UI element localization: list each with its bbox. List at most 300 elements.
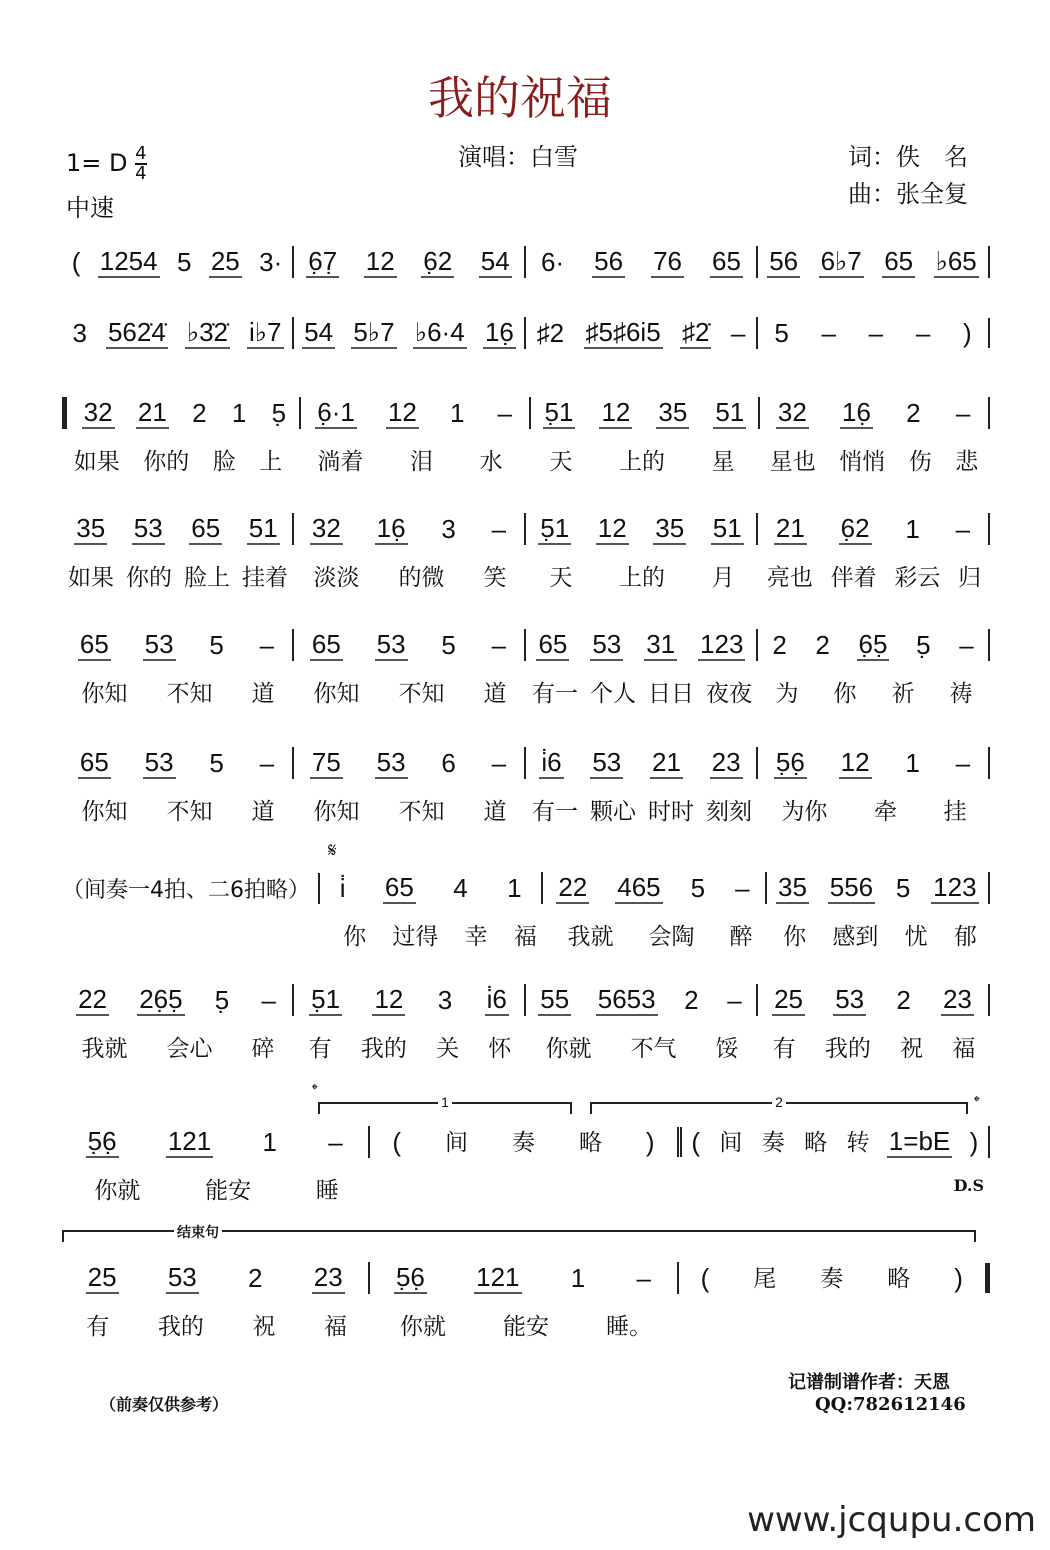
lyric: 颗心 [590, 798, 636, 825]
measure [758, 318, 990, 348]
note-group: 56 [594, 246, 624, 276]
lyrics-measure [294, 1030, 526, 1063]
note-group: 略 [887, 1265, 911, 1291]
note-group: ♭6·4 [414, 317, 465, 347]
lyric: 挂着 [242, 564, 288, 591]
lyric: 会心 [166, 1035, 213, 1062]
note-group: 12 [365, 246, 395, 276]
measure [320, 872, 543, 904]
note-group: 6̣·1 [317, 397, 355, 427]
tempo: 中速 [66, 194, 114, 222]
measure [758, 984, 990, 1016]
lyric: 醉 [729, 923, 753, 950]
measure [294, 984, 526, 1016]
note-group: 21 [652, 747, 681, 777]
note-group: 6̣2 [423, 246, 453, 276]
note-group: 5 [209, 630, 224, 660]
score-line [62, 627, 990, 711]
measure [767, 872, 990, 904]
note-group: 32 [83, 397, 113, 427]
note-group: 5̣ [916, 630, 931, 660]
note-group: 65 [884, 246, 914, 276]
note-group: 53 [592, 629, 622, 659]
note-group: 65 [538, 629, 568, 659]
lyric: 忧 [904, 923, 928, 950]
measure [294, 246, 526, 278]
note-group: 1 [262, 1127, 277, 1157]
footer-qq: QQ:782612146 [815, 1394, 966, 1415]
note-group: 5̣1 [544, 397, 574, 427]
note-group: 5 [176, 247, 192, 277]
lyric: 有 [772, 1035, 796, 1062]
measure [294, 629, 526, 661]
lyrics-row [62, 914, 990, 954]
note-group: 略 [804, 1129, 828, 1155]
notes-row [62, 982, 990, 1018]
lyrics-row [62, 555, 990, 595]
note-group: 53 [167, 1262, 197, 1292]
lyrics-measure [770, 918, 990, 951]
note-group: 56 [769, 246, 799, 276]
note-group: – [261, 985, 276, 1015]
note-group: 12 [840, 747, 870, 777]
lyric: 星 [711, 448, 735, 475]
note-group: 2 [896, 985, 911, 1015]
note-group: 65 [384, 872, 414, 902]
lyrics-measure [62, 793, 294, 826]
lyric: 不知 [398, 680, 445, 707]
note-group: 22 [558, 872, 588, 902]
note-group: 2 [906, 398, 921, 428]
measure [62, 1126, 370, 1158]
note-group: 51 [715, 397, 745, 427]
coda-icon: 𝄌 [312, 1082, 318, 1099]
note-group: ( [71, 247, 81, 277]
lyrics-measure [294, 675, 526, 708]
notes-row [62, 870, 990, 906]
score-line [62, 1082, 990, 1208]
note-group: 5̣6̣ [395, 1262, 425, 1292]
lyrics-measure [330, 918, 550, 951]
lyric: 牵 [873, 798, 897, 825]
key-text: 1= D [66, 149, 128, 177]
lyric: 上的 [618, 564, 665, 591]
measure [526, 629, 758, 661]
lyric: 睡 [315, 1177, 339, 1204]
lyrics-measure [550, 918, 770, 951]
lyric: 天 [549, 448, 573, 475]
note-group: 54 [304, 317, 334, 347]
note-group: 21 [137, 397, 167, 427]
note-group: 121 [476, 1262, 520, 1292]
notes-row [62, 1260, 990, 1296]
note-group: 562̇4̇ [107, 317, 166, 347]
composer: 曲：张全复 [848, 180, 968, 208]
lyrics-measure [62, 443, 294, 476]
time-signature [135, 145, 146, 183]
lyric: 不气 [630, 1035, 677, 1062]
note-group: 略 [578, 1129, 602, 1155]
note-group: 23 [313, 1262, 343, 1292]
lyric: 不知 [166, 680, 213, 707]
lyric: 你的 [126, 564, 172, 591]
key-signature [66, 145, 147, 183]
note-group: – [959, 630, 974, 660]
lyric: 你知 [313, 680, 360, 707]
note-group: 奏 [820, 1265, 844, 1291]
measure [682, 1126, 990, 1158]
notes-row [62, 511, 990, 547]
note-group: 53 [144, 747, 174, 777]
lyric: 你知 [81, 798, 128, 825]
note-group: 2 [248, 1263, 263, 1293]
lyric: 有一 [532, 798, 578, 825]
note-group: 5 [774, 318, 789, 348]
note-group: 3 [441, 514, 456, 544]
note-group: i̇6 [541, 747, 562, 777]
lyric: 刻刻 [706, 798, 752, 825]
note-group: 32 [777, 397, 807, 427]
lyric: 能安 [502, 1313, 549, 1340]
note-group: 1 [570, 1263, 586, 1293]
note-group: 35 [655, 513, 685, 543]
lyric: 幸 [464, 923, 488, 950]
lyric: 道 [483, 680, 507, 707]
note-group: 25 [774, 984, 804, 1014]
lyrics-measure [758, 443, 990, 476]
lyric: 碎 [251, 1035, 275, 1062]
note-group: 5653 [597, 984, 656, 1014]
singer: 演唱：白雪 [458, 143, 578, 171]
note-group: 35 [76, 513, 106, 543]
lyric: 有 [86, 1313, 110, 1340]
lyric: 我的 [824, 1035, 871, 1062]
measure [294, 513, 526, 545]
note-group: 6̣7̣ [308, 246, 338, 276]
notes-row [62, 315, 990, 351]
lyric: 淌着 [317, 448, 364, 475]
note-group: 4 [453, 873, 468, 903]
note-group: 22 [78, 984, 108, 1014]
ending-bracket [62, 1225, 976, 1242]
note-group: 5̣6̣ [775, 747, 805, 777]
note-group: 1=bE [888, 1126, 951, 1156]
note-group: 21 [775, 513, 805, 543]
measure [526, 317, 758, 349]
measure [758, 513, 990, 545]
lyric: 的微 [398, 564, 445, 591]
note-group: 1 [449, 398, 465, 428]
note-group: – [955, 514, 971, 544]
lyrics-row [62, 439, 990, 479]
score-line [62, 982, 990, 1066]
lyric: 我的 [157, 1313, 204, 1340]
note-group: 65 [191, 513, 221, 543]
note-group: 间 [719, 1129, 743, 1155]
song-title: 我的祝福 [428, 71, 612, 125]
lyric: 个人 [590, 680, 636, 707]
note-group: 35 [778, 872, 807, 902]
note-group: 123 [933, 872, 977, 902]
lyrics-measure [62, 1172, 371, 1205]
note-group: ♯2 [536, 318, 565, 348]
note-group: ) [645, 1127, 655, 1157]
note-group: 51 [248, 513, 278, 543]
note-group: – [730, 318, 746, 348]
lyric: 上的 [618, 448, 665, 475]
note-group: 53 [376, 629, 406, 659]
lyrics-row [62, 789, 990, 829]
note-group: – [727, 985, 742, 1015]
note-group: 5♭7 [353, 317, 395, 347]
lyric: 我就 [81, 1035, 128, 1062]
measure [543, 872, 766, 904]
watermark-url: www.jcqupu.com [747, 1500, 1036, 1540]
lyric: 伤 [908, 448, 932, 475]
lyric: 有一 [532, 680, 578, 707]
lyric: 祈 [891, 680, 915, 707]
note-group: 6· [541, 247, 565, 277]
note-group: – [328, 1127, 343, 1157]
lyrics-row [62, 1304, 990, 1344]
note-group: 556 [829, 872, 874, 902]
note-group: – [497, 398, 512, 428]
note-group: 6̣5̣ [858, 629, 888, 659]
measure [526, 984, 758, 1016]
note-group: 12 [374, 984, 404, 1014]
volta-number: 1 [438, 1094, 452, 1110]
note-group: ♯2̇ [682, 317, 710, 347]
note-group: – [491, 630, 507, 660]
footer-author: 记谱制谱作者：天恩 [788, 1372, 950, 1393]
note-group: ♯5♯6i5 [585, 317, 661, 347]
note-group: 1 [905, 514, 920, 544]
note-group: 65 [79, 629, 109, 659]
note-group: 5̣1 [540, 513, 570, 543]
lyricist: 词：佚 名 [848, 143, 968, 171]
note-group: – [491, 748, 507, 778]
notes-row [62, 244, 990, 280]
note-group: 2 [192, 398, 207, 428]
note-group: ( [691, 1127, 700, 1157]
note-group: 1 [231, 398, 247, 428]
note-group: 2 [772, 630, 787, 660]
footer-note: （前奏仅供参考） [100, 1395, 229, 1414]
lyric: 彩云 [894, 564, 941, 591]
note-group: i♭7 [249, 317, 282, 347]
note-group: 3· [259, 247, 283, 277]
lyric: 伴着 [830, 564, 877, 591]
note-group: – [735, 873, 750, 903]
lyric: 睡。 [606, 1313, 653, 1340]
lyric: 你 [343, 923, 367, 950]
note-group: 35 [658, 397, 688, 427]
note-group: ) [954, 1263, 963, 1293]
lyric: 如果 [73, 448, 120, 475]
note-group: 53 [144, 629, 174, 659]
lyric: 泪 [409, 448, 433, 475]
lyric: 祝 [252, 1313, 276, 1340]
lyric: 福 [952, 1035, 976, 1062]
note-group: 25 [210, 246, 240, 276]
note-group: – [955, 748, 971, 778]
score-line [62, 745, 990, 829]
note-group: 51 [712, 513, 742, 543]
note-group: 5̣ [214, 985, 230, 1015]
note-group: 5 [209, 748, 224, 778]
lyric: 月 [711, 564, 735, 591]
note-group: 65 [311, 629, 341, 659]
lyric: 亮也 [766, 564, 813, 591]
measure [294, 317, 526, 349]
lyric: 悲 [955, 448, 979, 475]
note-group: 25 [87, 1262, 117, 1292]
measure [301, 397, 531, 429]
note-group: 2 [684, 985, 699, 1015]
note-group: – [821, 318, 836, 348]
lyrics-row [62, 671, 990, 711]
note-group: 12 [597, 513, 627, 543]
note-group: 121 [167, 1126, 212, 1156]
note-group: 123 [700, 629, 744, 659]
notes-row [62, 395, 990, 431]
lyrics-measure [526, 1030, 758, 1063]
note-group: 16̣ [376, 513, 406, 543]
measure [62, 747, 294, 779]
note-group: ( [700, 1263, 710, 1293]
lyric: 我的 [360, 1035, 407, 1062]
note-group: ) [969, 1127, 979, 1157]
note-group: 32 [311, 513, 341, 543]
note-group: ( [392, 1127, 401, 1157]
note-group: 53 [592, 747, 622, 777]
lyric: 郁 [953, 923, 977, 950]
note-group: 31 [646, 629, 676, 659]
measure [758, 747, 990, 779]
note-group: 12 [387, 397, 417, 427]
lyrics-measure [371, 1308, 680, 1341]
note-group: 6̣2 [840, 513, 870, 543]
coda-icon: 𝄌 [974, 1094, 980, 1111]
lyrics-measure [758, 559, 990, 592]
note-group: 奏 [761, 1129, 785, 1155]
measure [679, 1263, 990, 1293]
note-group: – [259, 748, 275, 778]
interlude-label: （间奏一4拍、二6拍略） [62, 873, 320, 904]
notes-row [62, 627, 990, 663]
measure [62, 397, 301, 429]
lyric: 脸上 [184, 564, 230, 591]
lyric: 笑 [483, 564, 507, 591]
measure [62, 246, 294, 278]
note-group: 1254 [99, 246, 158, 276]
score-line [62, 244, 990, 280]
note-group: 53 [835, 984, 865, 1014]
lyric: 我就 [567, 923, 614, 950]
note-group: – [259, 630, 275, 660]
lyric: 日日 [648, 680, 694, 707]
score-line [62, 840, 990, 954]
note-group: 55 [540, 984, 570, 1014]
lyric: 有 [308, 1035, 332, 1062]
note-group: 75 [311, 747, 341, 777]
note-group: ) [962, 318, 972, 348]
measure [294, 747, 526, 779]
note-group: 5 [690, 873, 706, 903]
lyric: 能安 [205, 1177, 252, 1204]
lyric: 道 [483, 798, 507, 825]
lyrics-measure [62, 559, 294, 592]
measure [370, 1127, 681, 1157]
note-group: – [491, 514, 507, 544]
lyric: 你 [783, 923, 807, 950]
note-group: – [915, 318, 931, 348]
lyric: 怀 [488, 1035, 512, 1062]
note-group: 转 [846, 1129, 870, 1155]
lyrics-measure [526, 675, 758, 708]
measure [526, 513, 758, 545]
note-group: 26̣5̣ [139, 984, 183, 1014]
note-group: 3 [437, 985, 453, 1015]
note-group: 6 [441, 748, 456, 778]
notes-row [62, 745, 990, 781]
note-group: 53 [376, 747, 406, 777]
lyric: 祷 [949, 680, 973, 707]
lyric: 上 [259, 448, 283, 475]
lyric: 夜夜 [706, 680, 752, 707]
lyric: 会陶 [648, 923, 695, 950]
note-group: 23 [711, 747, 741, 777]
lyrics-measure [526, 559, 758, 592]
lyrics-measure [294, 793, 526, 826]
lyrics-measure [758, 793, 990, 826]
lyrics-measure [526, 793, 758, 826]
note-group: 76 [653, 246, 682, 276]
time-top: 4 [135, 143, 147, 164]
note-group: 尾 [753, 1265, 777, 1291]
lyric: 道 [251, 680, 275, 707]
lyric: 过得 [392, 923, 439, 950]
lyric: 时时 [648, 798, 694, 825]
lyric: 福 [513, 923, 537, 950]
lyrics-measure [62, 1030, 294, 1063]
lyric: 关 [436, 1035, 460, 1062]
lyric: 你就 [94, 1177, 141, 1204]
lyric: 如果 [68, 564, 114, 591]
lyric: 为你 [781, 798, 828, 825]
measure [62, 317, 294, 349]
lyric: 悄悄 [839, 448, 886, 475]
lyric: 福 [324, 1313, 348, 1340]
note-group: 5̣ [271, 398, 287, 428]
note-group: 65 [79, 747, 109, 777]
volta-bracket [590, 1094, 968, 1114]
lyrics-measure [526, 443, 758, 476]
note-group: 16̣ [842, 397, 871, 427]
lyrics-row [62, 1168, 990, 1208]
measure [526, 747, 758, 779]
lyrics-measure [62, 1308, 371, 1341]
note-group: ♭3̇2̇ [186, 317, 228, 347]
volta-number: 2 [772, 1094, 786, 1110]
measure [62, 1262, 370, 1294]
score-line [62, 395, 990, 479]
lyric: 馁 [715, 1035, 739, 1062]
notes-row [62, 1124, 990, 1160]
score-line [62, 511, 990, 595]
measure [62, 984, 294, 1016]
lyric: 你 [833, 680, 857, 707]
